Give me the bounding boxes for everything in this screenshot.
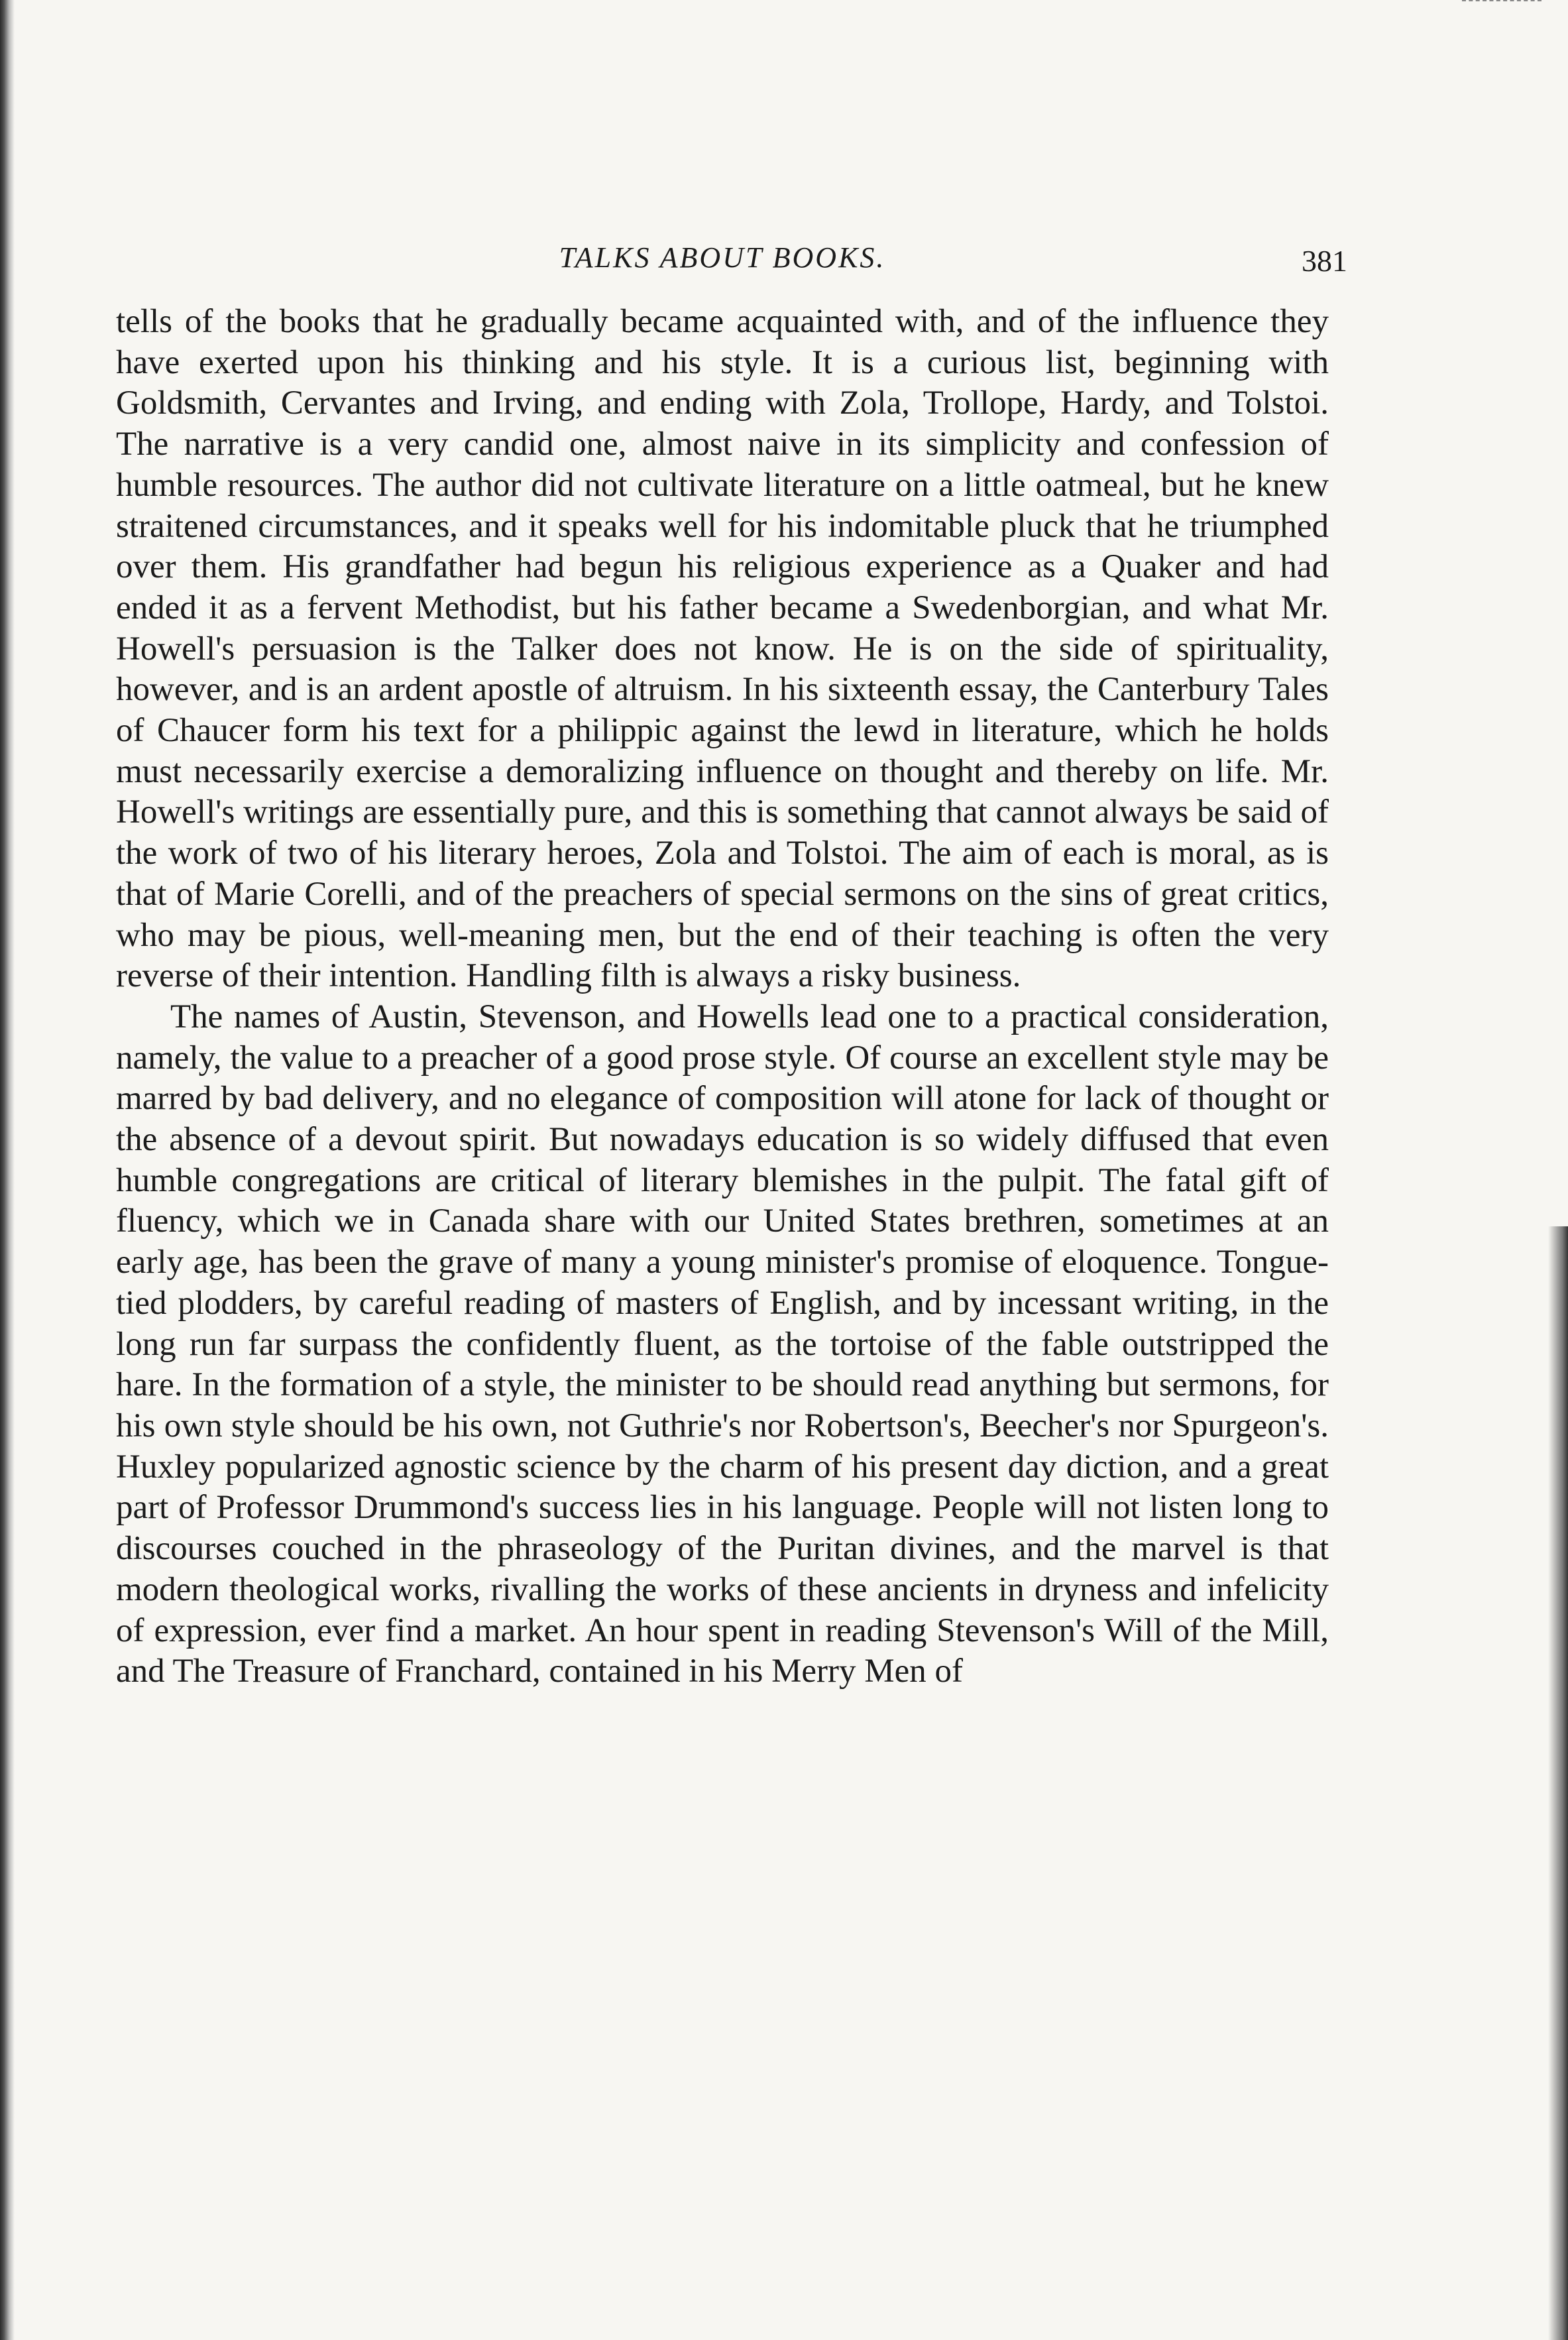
scan-mark-top [1462,0,1541,4]
scan-shadow-right [1548,1226,1568,2340]
running-head [116,235,1347,295]
scan-shadow-left [0,0,15,2340]
paragraph-prose-style: The names of Austin, Stevenson, and Howells lead one to a practical consideration, namely, the value to a preacher of a good prose style. Of course an excellent style may be marred by bad delivery, and no elegance of composition will atone for lack of thought or the absence of a devout spirit. But nowadays education is so widely diffused that even humble congregations are critical of literary blemishes in the pulpit. The fatal gift of fluency, which we in Canada share with our United States brethren, sometimes at an early age, has been the grave of many a young minister's promise of eloquence. Tongue-tied plodders, by careful reading of masters of English, and by incessant writing, in the long run far surpass the confidently fluent, as the tortoise of the fable outstripped the hare. In the formation of a style, the minister to be should read anything but sermons, for his own style should be his own, not Guthrie's nor Robertson's, Beecher's nor Spurgeon's. Huxley popularized agnostic science by the charm of his present day diction, and a great part of Professor Drummond's success lies in his language. People will not listen long to discourses couched in the phraseology of the Puritan divines, and the marvel is that modern theological works, rivalling the works of these ancients in dryness and infelicity of expression, ever find a market. An hour spent in reading Stevenson's Will of the Mill, and The Treasure of Franchard, contained in his Merry Men of [116,998,1329,1690]
paragraph-continued: tells of the books that he gradually became acquainted with, and of the influence they have exerted upon his thinking and his style. It is a curious list, beginning with Goldsmith, Cervantes and Irving, and ending with Zola, Trollope, Hardy, and Tolstoi. The narrative is a very candid one, almost naive in its simplicity and confession of humble resources. The author did not cultivate literature on a little oatmeal, but he knew straitened circumstances, and it speaks well for his indomitable pluck that he triumphed over them. His grandfather had begun his religious experience as a Quaker and had ended it as a fervent Methodist, but his father became a Swedenborgian, and what Mr. Howell's persuasion is the Talker does not know. He is on the side of spirituality, however, and is an ardent apostle of altruism. In his sixteenth essay, the Canterbury Tales of Chaucer form his text for a philippic against the lewd in literature, which he holds must necessarily exercise a demoralizing influence on thought and thereby on life. Mr. Howell's writings are essentially pure, and this is something that cannot always be said of the work of two of his literary heroes, Zola and Tolstoi. The aim of each is moral, as is that of Marie Corelli, and of the preachers of special sermons on the sins of great critics, who may be pious, well-meaning men, but the end of their teaching is often the very reverse of their intention. Handling filth is always a risky business. [116,303,1329,995]
book-page [116,235,1347,1692]
page-number: 381 [1302,244,1347,278]
running-title: TALKS ABOUT BOOKS. [559,241,886,274]
body-text [116,302,1329,1692]
